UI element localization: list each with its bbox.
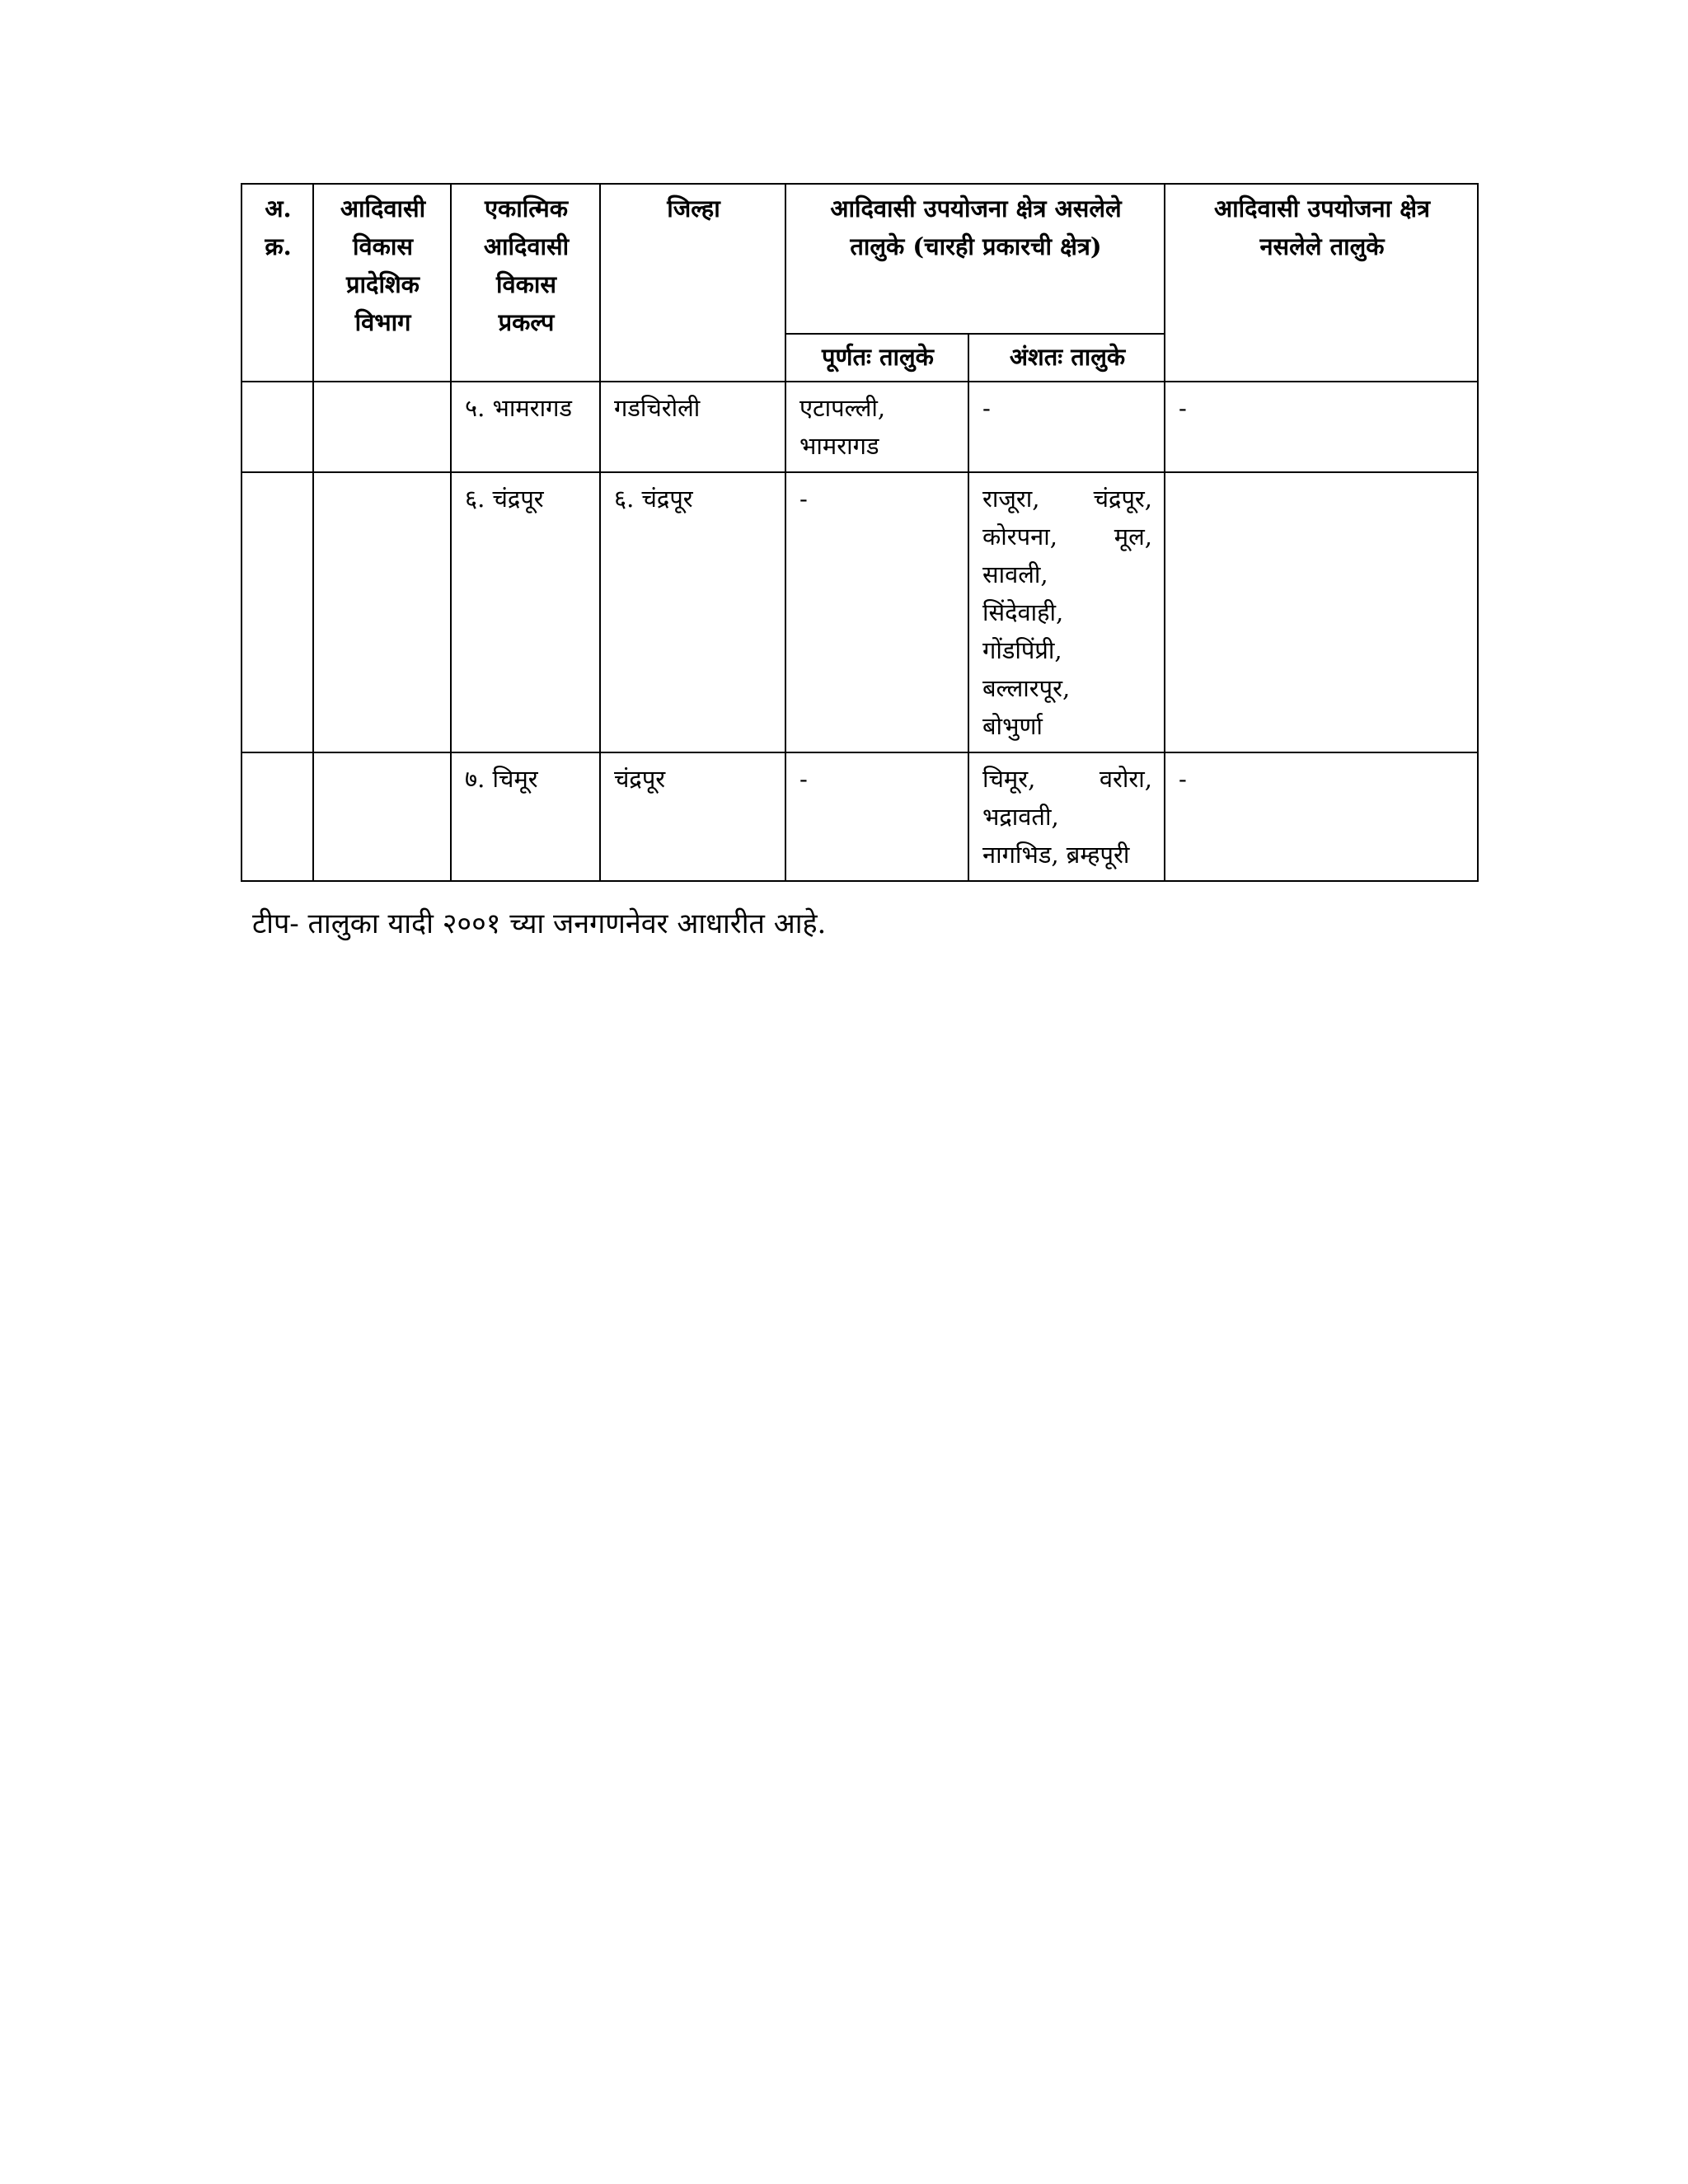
serial-header: अ. क्र. — [241, 184, 313, 382]
header-row — [241, 184, 1478, 334]
non-tsp-talukas-cell: - — [1165, 752, 1478, 881]
full-talukas-cell: एटापल्ली, भामरागड — [785, 382, 968, 472]
serial-cell — [241, 752, 313, 881]
district-header: जिल्हा — [600, 184, 785, 382]
partial-line: कोरपना, मूल, — [982, 523, 1153, 551]
partial-talukas-cell: - — [968, 382, 1165, 472]
partial-line: राजूरा, चंद्रपूर, — [982, 485, 1153, 513]
non-tsp-talukas-cell: - — [1165, 382, 1478, 472]
tsp-talukas-header: आदिवासी उपयोजना क्षेत्र असलेले तालुके (चारही प्रकारची क्षेत्र) — [785, 184, 1165, 334]
serial-cell — [241, 472, 313, 752]
partial-talukas-cell: राजूरा, चंद्रपूर, कोरपना, मूल, सावली, सिंदेवाही, गोंडपिंप्री, बल्लारपूर, बोभुर्णा — [968, 472, 1165, 752]
district-cell: ६. चंद्रपूर — [600, 472, 785, 752]
division-header: आदिवासी विकास प्रादेशिक विभाग — [313, 184, 451, 382]
footnote: टीप- तालुका यादी २००१ च्या जनगणनेवर आधारीत आहे. — [252, 907, 827, 940]
talukas-table — [241, 183, 1479, 882]
full-talukas-cell: - — [785, 472, 968, 752]
partial-line: चिमूर, वरोरा, — [982, 765, 1153, 793]
table-row — [241, 382, 1478, 472]
non-tsp-talukas-cell — [1165, 472, 1478, 752]
project-cell: ६. चंद्रपूर — [451, 472, 600, 752]
full-talukas-header: पूर्णतः तालुके — [785, 334, 968, 382]
serial-cell — [241, 382, 313, 472]
partial-talukas-header: अंशतः तालुके — [968, 334, 1165, 382]
district-cell: गडचिरोली — [600, 382, 785, 472]
division-cell — [313, 382, 451, 472]
table-row — [241, 472, 1478, 752]
division-cell — [313, 472, 451, 752]
division-cell — [313, 752, 451, 881]
table-row — [241, 752, 1478, 881]
full-talukas-cell: - — [785, 752, 968, 881]
project-cell: ५. भामरागड — [451, 382, 600, 472]
project-cell: ७. चिमूर — [451, 752, 600, 881]
project-header: एकात्मिक आदिवासी विकास प्रकल्प — [451, 184, 600, 382]
partial-talukas-cell: चिमूर, वरोरा, भद्रावती, नागभिड, ब्रम्हपूरी — [968, 752, 1165, 881]
district-cell: चंद्रपूर — [600, 752, 785, 881]
non-tsp-talukas-header: आदिवासी उपयोजना क्षेत्र नसलेले तालुके — [1165, 184, 1478, 382]
